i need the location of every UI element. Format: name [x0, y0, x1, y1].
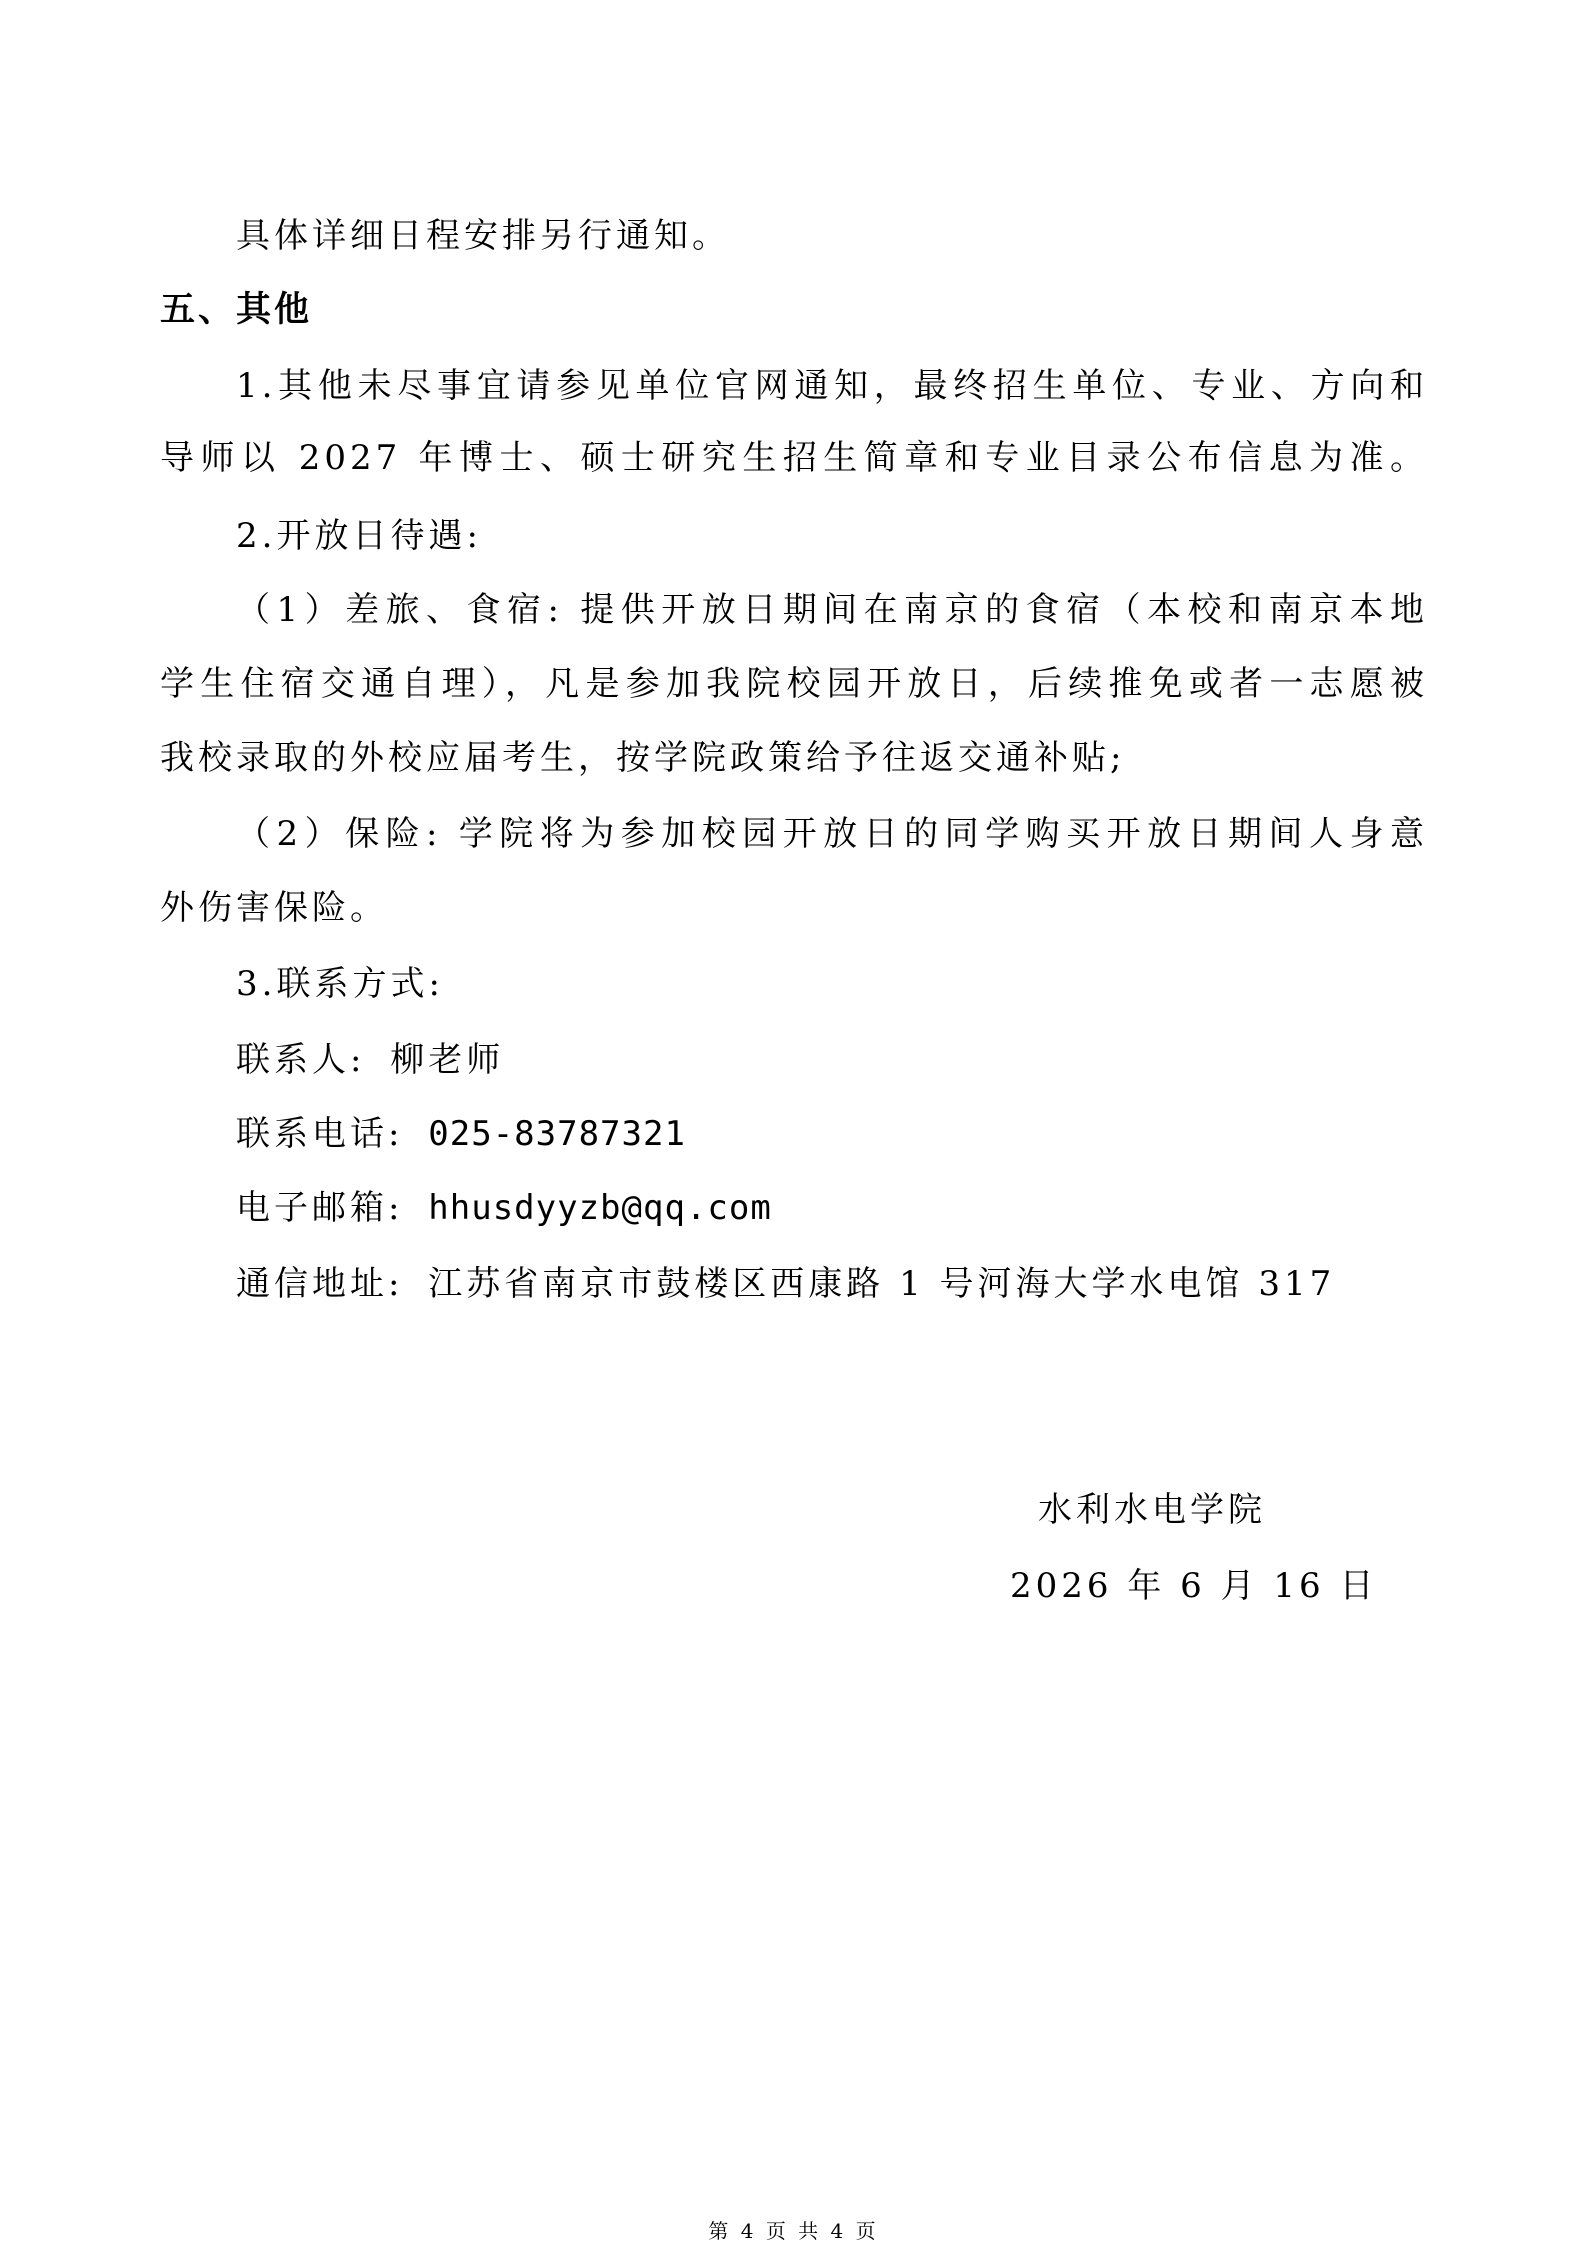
email-address: hhusdyyzb@qq.com [428, 1188, 772, 1228]
address-row [236, 1262, 1335, 1306]
item2-sub1-line1: （1）差旅、食宿: 提供开放日期间在南京的食宿（本校和南京本地 [236, 590, 1428, 630]
signature-organization: 水利水电学院 [1038, 1490, 1266, 1530]
item2-sub2-line1: （2）保险: 学院将为参加校园开放日的同学购买开放日期间人身意 [236, 814, 1428, 854]
email-row [236, 1186, 772, 1230]
item1-line2: 导师以 2027 年博士、硕士研究生招生简章和专业目录公布信息为准。 [160, 438, 1428, 478]
contact-person-row [236, 1038, 504, 1082]
item3-title: 3.联系方式: [236, 964, 444, 1004]
item2-sub1-line2: 学生住宿交通自理），凡是参加我院校园开放日，后续推免或者一志愿被 [160, 664, 1428, 704]
item1-line1: 1.其他未尽事宜请参见单位官网通知，最终招生单位、专业、方向和 [236, 366, 1428, 406]
phone-row [236, 1112, 686, 1156]
postal-address: 江苏省南京市鼓楼区西康路 1 号河海大学水电馆 317 [428, 1264, 1336, 1304]
item2-sub2-line2: 外伤害保险。 [160, 888, 388, 928]
phone-number: 025-83787321 [428, 1114, 686, 1154]
page-footer: 第 4 页 共 4 页 [708, 2219, 879, 2243]
item2-title: 2.开放日待遇: [236, 516, 482, 556]
address-label: 通信地址: [236, 1264, 404, 1304]
signature-date: 2026 年 6 月 16 日 [1010, 1566, 1378, 1606]
contact-person-name: 柳老师 [390, 1040, 505, 1080]
item2-sub1-line3: 我校录取的外校应届考生，按学院政策给予往返交通补贴; [160, 738, 1126, 778]
contact-person-label: 联系人: [236, 1040, 366, 1080]
section-five-heading: 五、其他 [160, 290, 313, 330]
email-label: 电子邮箱: [236, 1188, 404, 1228]
phone-label: 联系电话: [236, 1114, 404, 1154]
schedule-note: 具体详细日程安排另行通知。 [236, 216, 730, 256]
